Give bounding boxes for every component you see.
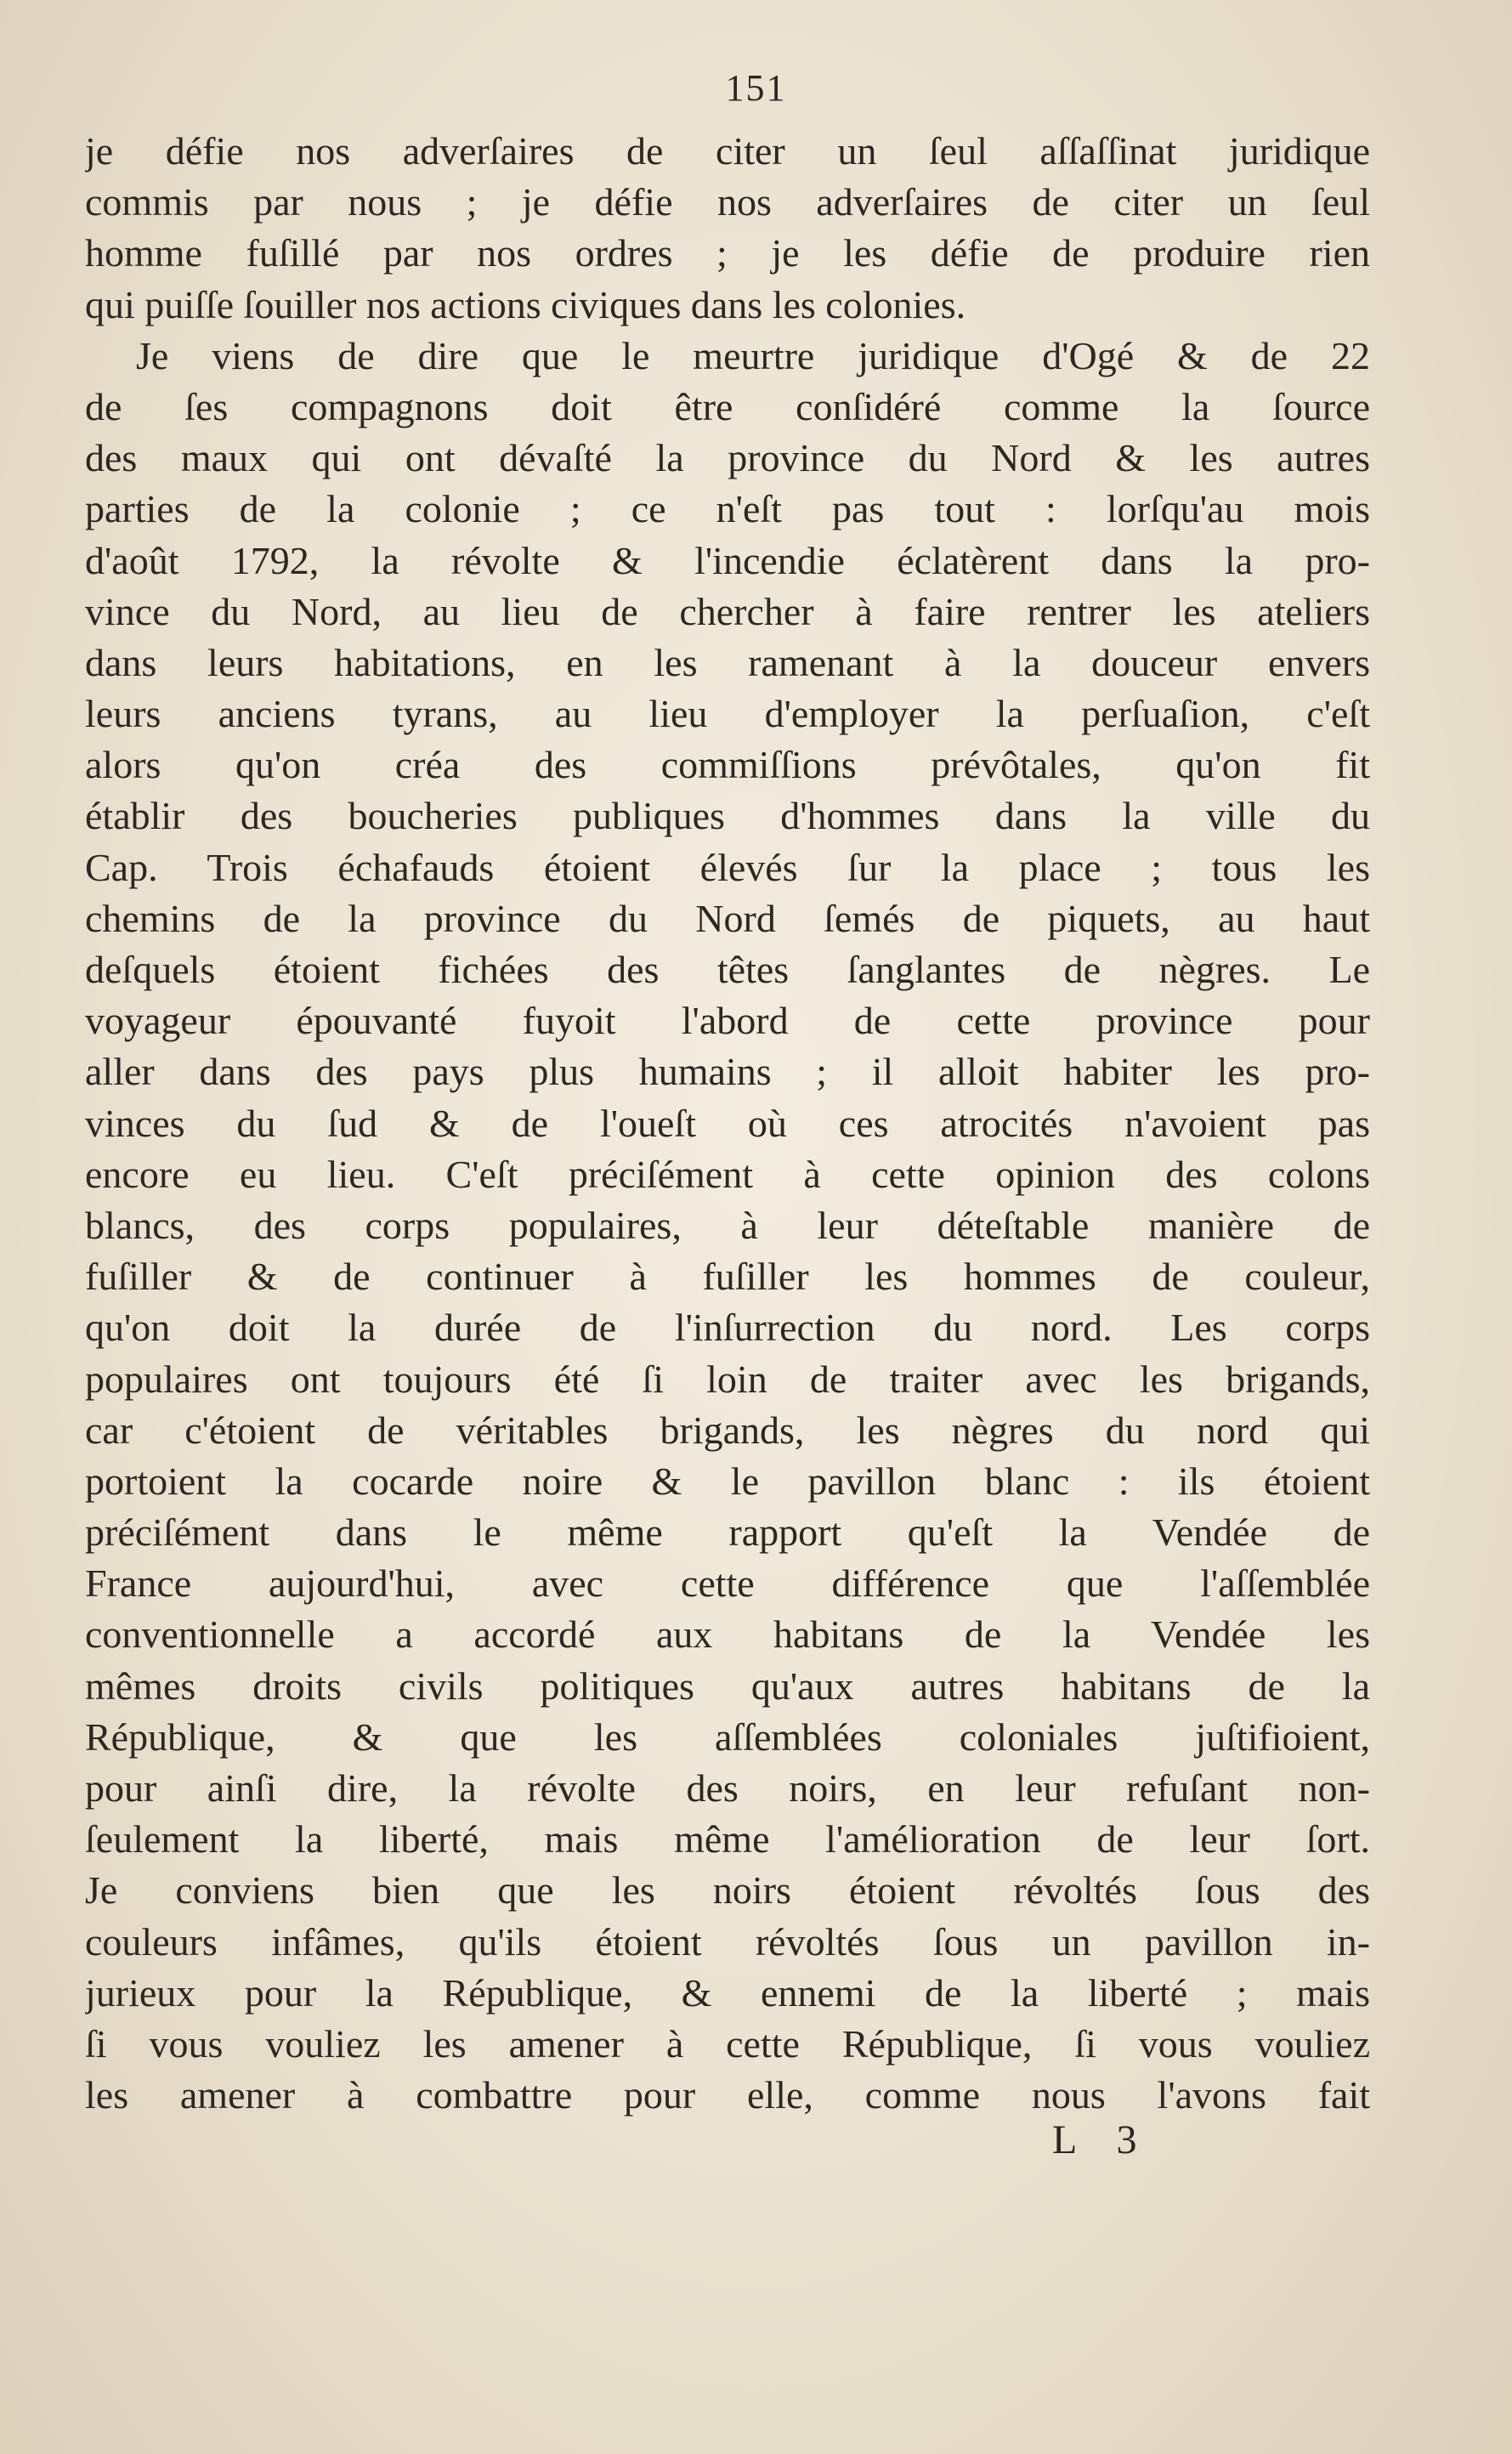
text-line: dans leurs habitations, en les ramenant à la douceur envers xyxy=(85,640,1370,684)
text-line: pour ainſi dire, la révolte des noirs, en leur refuſant non- xyxy=(85,1766,1370,1810)
page-number: 151 xyxy=(725,67,787,109)
text-line: populaires ont toujours été ſi loin de traiter avec les brigands, xyxy=(85,1357,1370,1401)
text-line: Je viens de dire que le meurtre juridique d'Ogé & de 22 xyxy=(136,333,1370,377)
text-line: blancs, des corps populaires, à leur déteſtable manière de xyxy=(85,1203,1370,1247)
text-line: ſeulement la liberté, mais même l'amélioration de leur ſort. xyxy=(85,1817,1370,1862)
text-line: conventionnelle a accordé aux habitans de la Vendée les xyxy=(85,1612,1370,1657)
text-line: des maux qui ont dévaſté la province du Nord & les autres xyxy=(85,436,1370,480)
text-line: de ſes compagnons doit être conſidéré comme la ſource xyxy=(85,384,1370,428)
text-line: deſquels étoient fichées des têtes ſanglantes de nègres. Le xyxy=(85,948,1370,991)
text-line: ſi vous vouliez les amener à cette République, ſi vous vouliez xyxy=(85,2021,1370,2066)
text-line: car c'étoient de véritables brigands, les nègres du nord qui xyxy=(85,1408,1370,1452)
text-line: homme fuſillé par nos ordres ; je les défie de produire rien xyxy=(85,231,1370,275)
text-line: portoient la cocarde noire & le pavillon blanc : ils étoient xyxy=(85,1459,1370,1503)
body-text xyxy=(85,126,1370,2121)
text-line: jurieux pour la République, & ennemi de la liberté ; mais xyxy=(85,1970,1370,2015)
text-line: aller dans des pays plus humains ; il alloit habiter les pro- xyxy=(85,1050,1370,1094)
text-line: fuſiller & de continuer à fuſiller les hommes de couleur, xyxy=(85,1255,1370,1299)
text-line: qu'on doit la durée de l'inſurrection du nord. Les corps xyxy=(85,1306,1370,1350)
signature-mark: L 3 xyxy=(1052,2117,1152,2162)
text-line: parties de la colonie ; ce n'eſt pas tout : lorſqu'au mois xyxy=(85,487,1370,531)
text-line: Je conviens bien que les noirs étoient révoltés ſous des xyxy=(85,1868,1370,1913)
text-line: les amener à combattre pour elle, comme nous l'avons fait xyxy=(85,2073,1370,2117)
text-line: d'août 1792, la révolte & l'incendie éclatèrent dans la pro- xyxy=(85,538,1370,582)
text-line: je défie nos adverſaires de citer un ſeul aſſaſſinat juridique xyxy=(85,129,1370,173)
text-line: vinces du ſud & de l'oueſt où ces atrocités n'avoient pas xyxy=(85,1101,1370,1145)
text-line: chemins de la province du Nord ſemés de piquets, au haut xyxy=(85,896,1370,940)
text-line: France aujourd'hui, avec cette différence que l'aſſemblée xyxy=(85,1561,1370,1606)
text-line: qui puiſſe ſouiller nos actions civiques dans les colonies. xyxy=(85,282,966,326)
text-line: mêmes droits civils politiques qu'aux autres habitans de la xyxy=(85,1663,1370,1708)
text-line: Cap. Trois échafauds étoient élevés ſur la place ; tous les xyxy=(85,845,1370,889)
text-line: préciſément dans le même rapport qu'eſt la Vendée de xyxy=(85,1510,1370,1555)
text-line: encore eu lieu. C'eſt préciſément à cette opinion des colons xyxy=(85,1152,1370,1196)
text-line: leurs anciens tyrans, au lieu d'employer la perſuaſion, c'eſt xyxy=(85,692,1370,736)
text-line: voyageur épouvanté fuyoit l'abord de cette province pour xyxy=(85,999,1370,1043)
text-line: commis par nous ; je défie nos adverſaires de citer un ſeul xyxy=(85,180,1370,224)
text-line: établir des boucheries publiques d'hommes dans la ville du xyxy=(85,794,1370,838)
text-line: alors qu'on créa des commiſſions prévôtales, qu'on fit xyxy=(85,743,1370,787)
text-line: vince du Nord, au lieu de chercher à faire rentrer les ateliers xyxy=(85,589,1370,633)
text-line: couleurs infâmes, qu'ils étoient révoltés ſous un pavillon in- xyxy=(85,1919,1370,1964)
text-line: République, & que les aſſemblées coloniales juſtifioient, xyxy=(85,1714,1370,1759)
